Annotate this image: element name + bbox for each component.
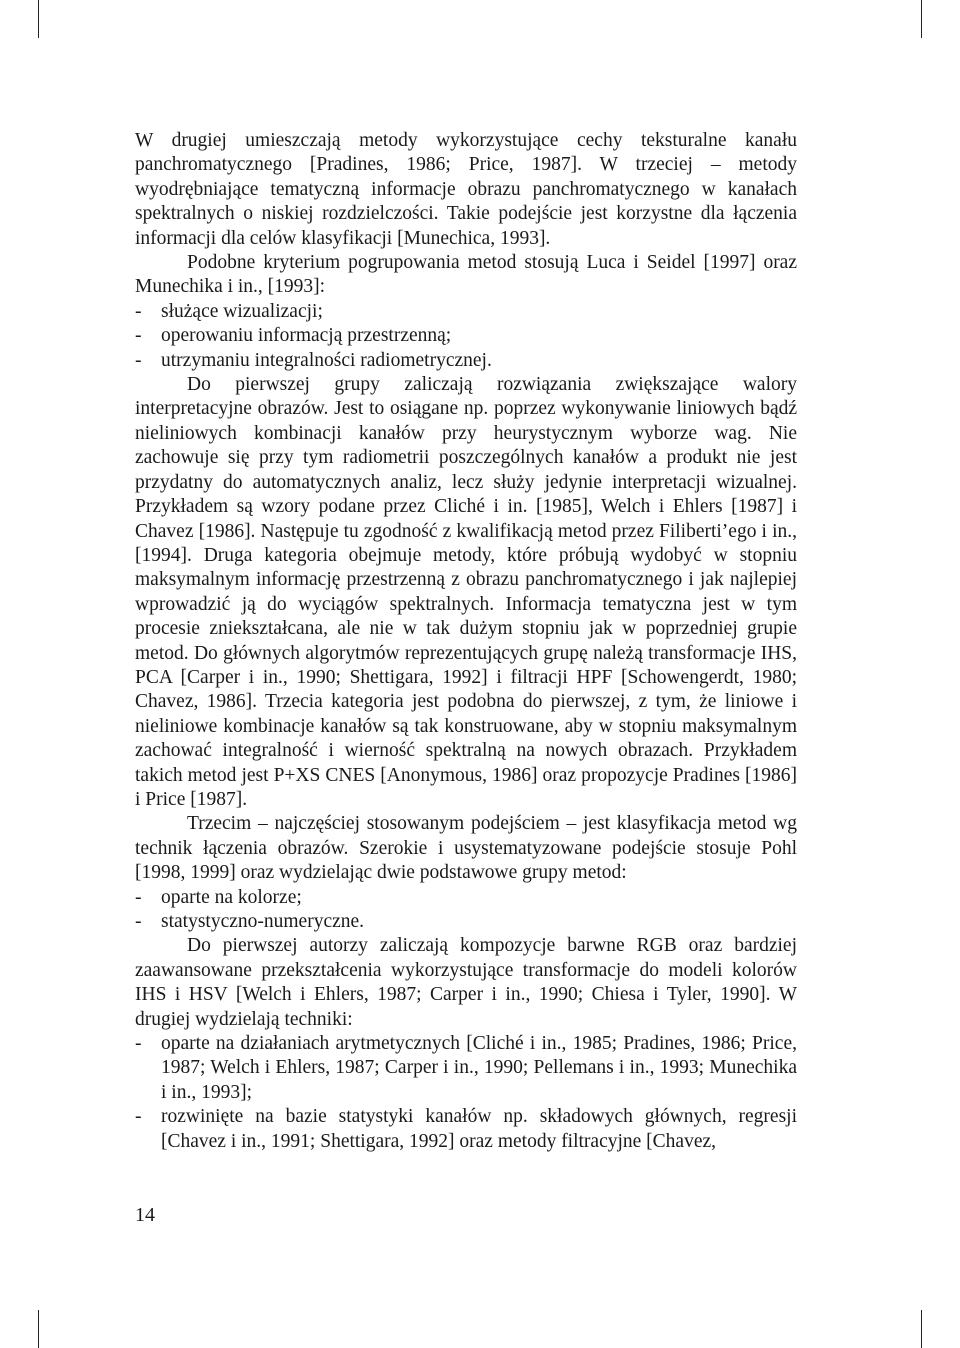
crop-mark-top-left <box>38 0 39 38</box>
crop-mark-bottom-left <box>38 1310 39 1348</box>
page-number: 14 <box>135 1204 155 1226</box>
list-bullet: - <box>135 300 142 322</box>
list-item <box>135 349 797 373</box>
paragraph: W drugiej umieszczają metody wykorzystujące cechy teksturalne kanału panchromatycznego [Pradines, 1986; Price, 1987]. W trzeciej – metody wyodrębniające tematyczną informacje obrazu panchromatycznego w kanałach spektralnych o niskiej rozdzielczości. Takie podejście jest korzystne dla łączenia informacji dla celów klasyfikacji [Munechica, 1993]. <box>135 130 797 249</box>
list-bullet: - <box>135 1106 142 1128</box>
list-bullet: - <box>135 886 142 908</box>
list-bullet: - <box>135 911 142 932</box>
list-bullet: - <box>135 1033 142 1055</box>
paragraph: Do pierwszej grupy zaliczają rozwiązania zwiększające walory interpretacyjne obrazów. Jest to osiągane np. poprzez wykonywanie liniowych bądź nieliniowych kombinacji kanałów przy heurystycznym wyborze wag. Nie zachowuje się przy tym radiometrii poszczególnych kanałów a produkt nie jest przydatny do automatycznych analiz, lecz służy jedynie interpretacji wizualnej. Przykładem są wzory podane przez Cliché i in. [1985], Welch i Ehlers [1987] i Chavez [1986]. Następuje tu zgodność z kwalifikacją metod przez Filiberti’ego i in., [1994]. Druga kategoria obejmuje metody, które próbują wydobyć w stopniu maksymalnym informację przestrzenną z obrazu panchromatycznego i jak najlepiej wprowadzić ją do wyciągów spektralnych. Informacja tematyczna jest w tym procesie zniekształcana, ale nie w tak dużym stopniu jak w poprzedniej grupie metod. Do głównych algorytmów reprezentujących grupę należą transformacje IHS, PCA [Carper i in., 1990; Shettigara, 1992] i filtracji HPF [Schowengerdt, 1980; Chavez, 1986]. Trzecia kategoria jest podobna do pierwszej, z tym, że liniowe i nieliniowe kombinacje kanałów są tak konstruowane, aby w stopniu maksymalnym zachować integralność i wierność spektralną na nowych obrazach. Przykładem takich metod jest P+XS CNES [Anonymous, 1986] oraz propozycje Pradines [1986] i Price [1987]. <box>135 374 797 810</box>
list-bullet: - <box>135 349 142 371</box>
crop-mark-top-right <box>921 0 922 38</box>
paragraph: Do pierwszej autorzy zaliczają kompozycje barwne RGB oraz bardziej zaawansowane przekształcenia wykorzystujące transformacje do modeli kolorów IHS i HSV [Welch i Ehlers, 1987; Carper i in., 1990; Chiesa i Tyler, 1990]. W drugiej wydzielają techniki: <box>135 935 797 1030</box>
list-bullet: - <box>135 325 142 347</box>
list-item <box>135 1032 797 1105</box>
list-item <box>135 1105 797 1154</box>
paragraph: Podobne kryterium pogrupowania metod stosują Luca i Seidel [1997] oraz Munechika i in., [1993]: <box>135 252 797 298</box>
body-text <box>135 129 797 1154</box>
list-item-text: utrzymaniu integralności radiometrycznej. <box>161 349 492 371</box>
list-item-text: statystyczno-numeryczne. <box>161 911 365 932</box>
list-item-text: oparte na działaniach arytmetycznych [Cliché i in., 1985; Pradines, 1986; Price, 1987; Welch i Ehlers, 1987; Carper i in., 1990; Pellemans i in., 1993; Munechika i in., 1993]; <box>161 1033 797 1103</box>
list-item-text: operowaniu informacją przestrzenną; <box>161 325 452 347</box>
list-item <box>135 886 797 910</box>
list-item-text: służące wizualizacji; <box>161 300 323 322</box>
crop-mark-bottom-right <box>921 1310 922 1348</box>
paragraph: Trzecim – najczęściej stosowanym podejściem – jest klasyfikacja metod wg technik łączenia obrazów. Szerokie i usystematyzowane podejście stosuje Pohl [1998, 1999] oraz wydzielając dwie podstawowe grupy metod: <box>135 813 797 884</box>
list-item-text: oparte na kolorze; <box>161 886 302 908</box>
list-item <box>135 300 797 324</box>
list-item <box>135 910 797 934</box>
list-item-text: rozwinięte na bazie statystyki kanałów np. składowych głównych, regresji [Chavez i in., 1991; Shettigara, 1992] oraz metody filtracyjne [Chavez, <box>161 1106 797 1152</box>
list-item <box>135 324 797 348</box>
